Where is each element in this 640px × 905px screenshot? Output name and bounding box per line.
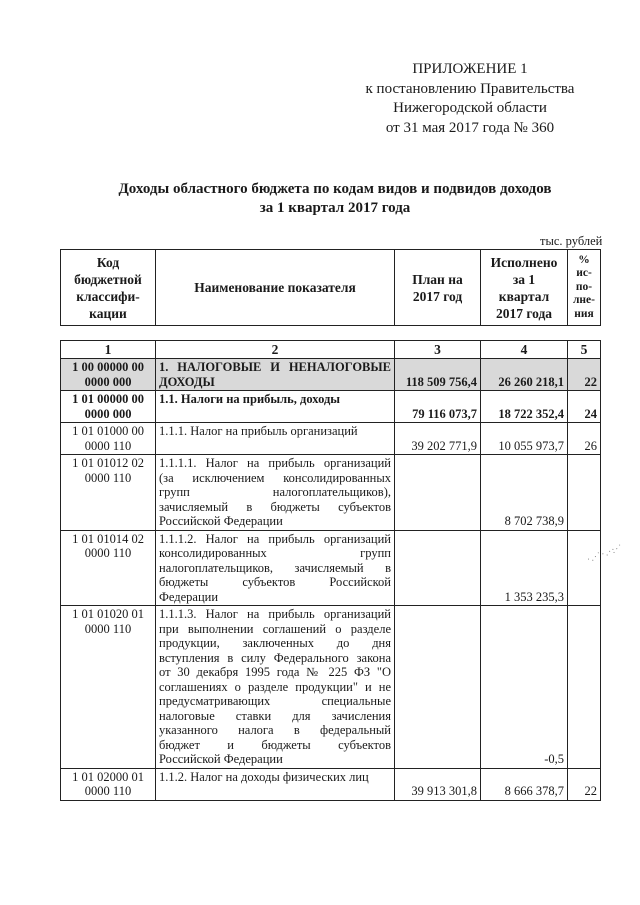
column-number: 4 bbox=[481, 341, 568, 359]
row-name: 1.1.1.3. Налог на прибыль организаций при выполнении соглашений о разделе продукции, заключенных до дня вступления в силу Федерального закона от 30 декабря 1995 года № 225 ФЗ "О соглашениях о разделе продукции" и не предусматривающих специальные налоговые ставки для зачисления указанного налога в федеральный бюджет и бюджеты субъектов Российской Федерации bbox=[156, 606, 395, 769]
row-code: 1 01 01020 01 0000 110 bbox=[61, 606, 156, 769]
row-plan bbox=[395, 455, 481, 531]
column-number: 5 bbox=[568, 341, 601, 359]
row-plan: 39 913 301,8 bbox=[395, 768, 481, 800]
scan-artifact: ·.·˙·.·:·˙ bbox=[585, 541, 625, 565]
row-plan bbox=[395, 606, 481, 769]
document-title bbox=[70, 180, 600, 218]
revenue-table bbox=[60, 340, 601, 801]
appendix-line: от 31 мая 2017 года № 360 bbox=[385, 119, 555, 136]
row-name: 1.1.2. Налог на доходы физических лиц bbox=[156, 768, 395, 800]
table-row bbox=[61, 359, 601, 391]
units-label: тыс. рублей bbox=[540, 234, 603, 248]
appendix-line: к постановлению Правительства bbox=[365, 80, 575, 97]
row-executed: 18 722 352,4 bbox=[481, 391, 568, 423]
table-row bbox=[61, 455, 601, 531]
row-percent bbox=[568, 530, 601, 606]
table-row bbox=[61, 423, 601, 455]
table-row bbox=[61, 768, 601, 800]
row-executed: 8 702 738,9 bbox=[481, 455, 568, 531]
table-row bbox=[61, 606, 601, 769]
row-percent: 24 bbox=[568, 391, 601, 423]
header-executed: Исполнено за 1 квартал 2017 года bbox=[481, 250, 568, 326]
row-executed: -0,5 bbox=[481, 606, 568, 769]
appendix-title: ПРИЛОЖЕНИЕ 1 bbox=[412, 61, 528, 77]
header-name: Наименование показателя bbox=[156, 250, 395, 326]
row-percent: 22 bbox=[568, 359, 601, 391]
header-code: Код бюджетной классифи- кации bbox=[61, 250, 156, 326]
column-number: 1 bbox=[61, 341, 156, 359]
appendix-line: Нижегородской области bbox=[393, 100, 547, 116]
row-plan bbox=[395, 530, 481, 606]
column-number: 2 bbox=[156, 341, 395, 359]
row-plan: 118 509 756,4 bbox=[395, 359, 481, 391]
row-executed: 8 666 378,7 bbox=[481, 768, 568, 800]
row-name: 1.1.1.2. Налог на прибыль организаций консолидированных групп налогоплательщиков, зачисляемый в бюджеты субъектов Российской Федерации bbox=[156, 530, 395, 606]
row-code: 1 01 01014 02 0000 110 bbox=[61, 530, 156, 606]
table-row bbox=[61, 530, 601, 606]
row-code: 1 01 02000 01 0000 110 bbox=[61, 768, 156, 800]
row-code: 1 01 01000 00 0000 110 bbox=[61, 423, 156, 455]
row-name: 1.1.1. Налог на прибыль организаций bbox=[156, 423, 395, 455]
header-table bbox=[60, 249, 601, 326]
column-number-row bbox=[61, 341, 601, 359]
row-name: 1. НАЛОГОВЫЕ И НЕНАЛОГОВЫЕ ДОХОДЫ bbox=[156, 359, 395, 391]
header-plan: План на 2017 год bbox=[395, 250, 481, 326]
row-percent: 26 bbox=[568, 423, 601, 455]
title-line: за 1 квартал 2017 года bbox=[259, 200, 411, 216]
table-row bbox=[61, 391, 601, 423]
row-code: 1 00 00000 00 0000 000 bbox=[61, 359, 156, 391]
row-executed: 10 055 973,7 bbox=[481, 423, 568, 455]
row-percent bbox=[568, 606, 601, 769]
row-percent: 22 bbox=[568, 768, 601, 800]
appendix-block bbox=[340, 60, 600, 138]
row-name: 1.1. Налоги на прибыль, доходы bbox=[156, 391, 395, 423]
row-plan: 39 202 771,9 bbox=[395, 423, 481, 455]
row-percent bbox=[568, 455, 601, 531]
row-executed: 26 260 218,1 bbox=[481, 359, 568, 391]
column-number: 3 bbox=[395, 341, 481, 359]
title-line: Доходы областного бюджета по кодам видов и подвидов доходов bbox=[118, 181, 552, 197]
row-code: 1 01 00000 00 0000 000 bbox=[61, 391, 156, 423]
row-plan: 79 116 073,7 bbox=[395, 391, 481, 423]
row-executed: 1 353 235,3 bbox=[481, 530, 568, 606]
row-code: 1 01 01012 02 0000 110 bbox=[61, 455, 156, 531]
header-percent: % ис- по- лне- ния bbox=[568, 250, 601, 326]
row-name: 1.1.1.1. Налог на прибыль организаций (за исключением консолидированных групп налогоплательщиков), зачисляемый в бюджеты субъектов Российской Федерации bbox=[156, 455, 395, 531]
